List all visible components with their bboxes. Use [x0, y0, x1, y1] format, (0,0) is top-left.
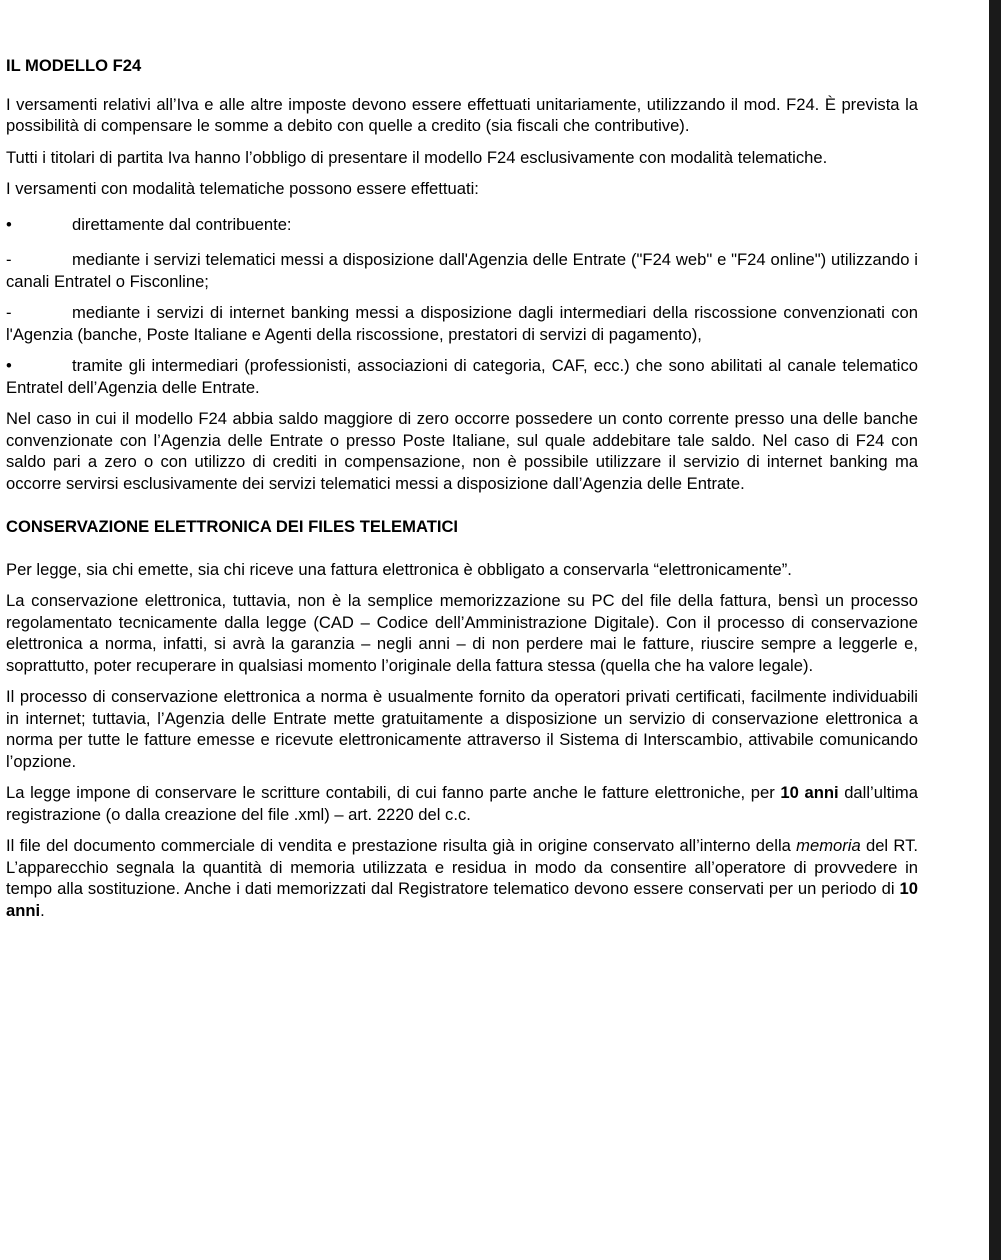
paragraph: I versamenti relativi all’Iva e alle altre imposte devono essere effettuati unitariamente, utilizzando il mod. F24. È prevista la possibilità di compensare le somme a debito con quelle a credito (sia fiscali che contributive).	[6, 94, 918, 135]
list-item	[6, 302, 918, 345]
list-item	[6, 249, 918, 292]
paragraph: Per legge, sia chi emette, sia chi riceve una fattura elettronica è obbligato a conservarla “elettronicamente”.	[6, 559, 792, 579]
paragraph	[6, 835, 918, 921]
document-page	[6, 55, 918, 931]
text-run: .	[40, 900, 45, 920]
section-title-f24: IL MODELLO F24	[6, 56, 142, 75]
bold-text: 10 anni	[6, 879, 918, 920]
italic-text: memoria	[796, 836, 861, 855]
list-item	[6, 355, 918, 398]
paragraph: Nel caso in cui il modello F24 abbia saldo maggiore di zero occorre possedere un conto corrente presso una delle banche convenzionate con l’Agenzia delle Entrate o presso Poste Italiane, sul quale addebitare tale saldo. Nel caso di F24 con saldo pari a zero o con utilizzo di crediti in compensazione, non è possibile utilizzare il servizio di internet banking ma occorre servirsi esclusivamente dei servizi telematici messi a disposizione dall’Agenzia delle Entrate.	[6, 409, 918, 493]
text-run: Il file del documento commerciale di vendita e prestazione risulta già in origine conservato all’interno della	[6, 836, 797, 855]
paragraph: I versamenti con modalità telematiche possono essere effettuati:	[6, 179, 479, 198]
paragraph: La conservazione elettronica, tuttavia, non è la semplice memorizzazione su PC del file della fattura, bensì un processo regolamentato tecnicamente dalla legge (CAD – Codice dell’Amministrazione Digitale). Con il processo di conservazione elettronica a norma, infatti, si avrà la garanzia – negli anni – di non perdere mai le fatture, riuscire sempre a leggerle e, soprattutto, poter recuperare in qualsiasi momento l’originale della fattura stessa (quella che ha valore legale).	[6, 591, 918, 675]
text-run: del RT. L’apparecchio segnala la quantità di memoria utilizzata e residua in modo da consentire all’operatore di provvedere in tempo alla sostituzione. Anche i dati memorizzati dal Registratore telematico devono essere conservati per un periodo di	[6, 836, 918, 898]
paragraph	[6, 782, 918, 825]
list-item-text: tramite gli intermediari (professionisti, associazioni di categoria, CAF, ecc.) che sono abilitati al canale telematico Entratel dell’Agenzia delle Entrate.	[6, 356, 918, 397]
list-item	[6, 214, 918, 236]
paragraph: Il processo di conservazione elettronica a norma è usualmente fornito da operatori privati certificati, facilmente individuabili in internet; tuttavia, l’Agenzia delle Entrate mette gratuitamente a disposizione un servizio di conservazione elettronica a norma per tutte le fatture emesse e ricevute elettronicamente attraverso il Sistema di Interscambio, attivabile comunicando l’opzione.	[6, 687, 918, 771]
bullet-marker: •	[6, 214, 12, 234]
text-run: dall’ultima registrazione (o dalla creazione del file .xml) – art. 2220 del c.c.	[6, 783, 918, 824]
list-item-text: mediante i servizi di internet banking messi a disposizione dagli intermediari della riscossione convenzionati con l'Agenzia (banche, Poste Italiane e Agenti della riscossione, prestatori di servizi di pagamento),	[6, 303, 918, 344]
bullet-marker: •	[6, 356, 12, 375]
paragraph: Tutti i titolari di partita Iva hanno l’obbligo di presentare il modello F24 esclusivamente con modalità telematiche.	[6, 147, 828, 167]
dash-marker: -	[6, 250, 12, 269]
list-item-text: mediante i servizi telematici messi a disposizione dall'Agenzia delle Entrate ("F24 web" e "F24 online") utilizzando i canali Entratel o Fisconline;	[6, 250, 918, 291]
bold-text: 10 anni	[780, 783, 839, 802]
list-item-text: direttamente dal contribuente:	[72, 214, 292, 234]
window-edge	[989, 0, 1001, 1260]
text-run: La legge impone di conservare le scritture contabili, di cui fanno parte anche le fatture elettroniche, per	[6, 783, 781, 802]
section-title-conservazione: CONSERVAZIONE ELETTRONICA DEI FILES TELEMATICI	[6, 517, 459, 536]
dash-marker: -	[6, 303, 12, 322]
